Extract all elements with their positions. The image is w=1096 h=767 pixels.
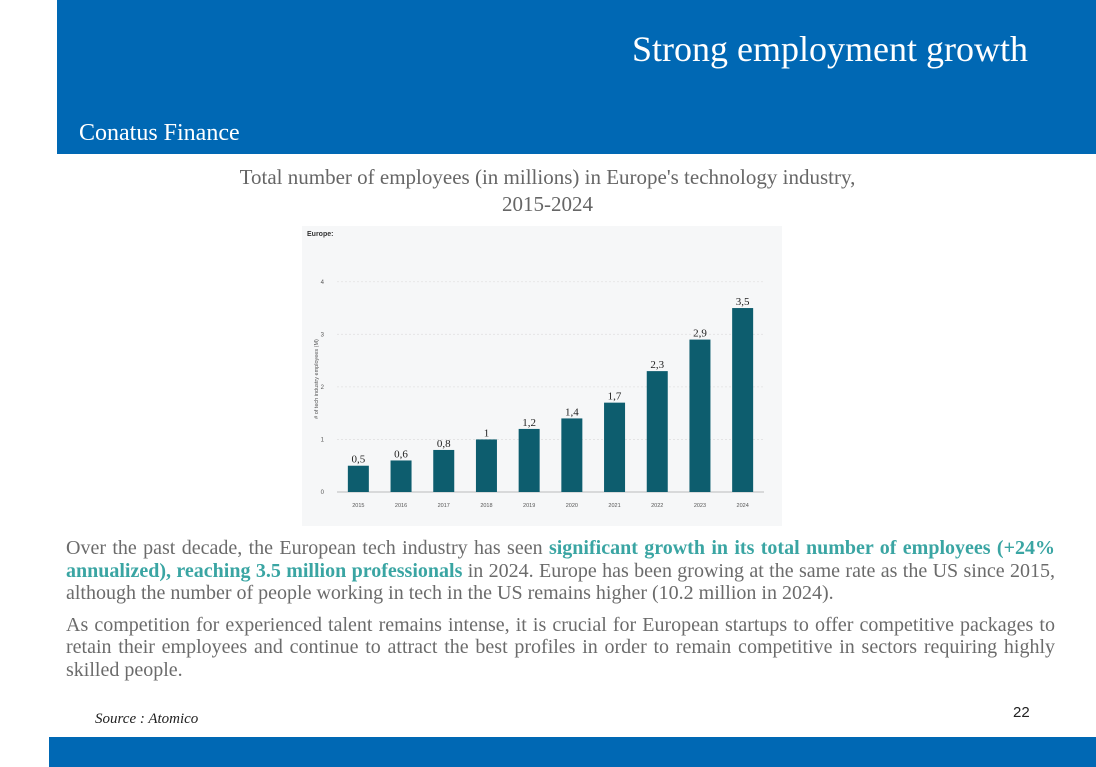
paragraph-2: As competition for experienced talent remains intense, it is crucial for European startups to offer competitive packages to retain their employees and continue to attract the best profiles in order to remain competitive in sectors requiring highly skilled people.	[66, 613, 1055, 681]
bar-2016	[391, 460, 412, 492]
data-label-2022: 2,3	[650, 359, 665, 372]
x-tick-label: 2024	[736, 503, 749, 509]
y-axis-label: # of tech industry employees (M)	[314, 339, 320, 419]
p1-start: Over the past decade, the European tech industry has seen	[66, 537, 549, 559]
x-tick-label: 2021	[608, 503, 621, 509]
data-label-2021: 1,7	[607, 390, 622, 403]
data-label-2019: 1,2	[522, 416, 537, 429]
data-label-2023: 2,9	[693, 327, 707, 340]
source-note: Source : Atomico	[95, 711, 199, 727]
x-tick-label: 2019	[523, 503, 536, 509]
y-tick-label: 0	[320, 490, 324, 496]
bar-2019	[519, 429, 540, 492]
chart-title: Europe:	[307, 231, 334, 238]
bar-2021	[604, 403, 625, 492]
bar-2024	[732, 308, 753, 492]
page-number: 22	[1013, 704, 1030, 721]
data-label-2018: 1	[483, 427, 490, 440]
x-tick-label: 2022	[651, 503, 664, 509]
brand-name: Conatus Finance	[79, 120, 240, 146]
bar-2015	[348, 466, 369, 492]
data-label-2016: 0,6	[394, 448, 408, 461]
bar-2020	[561, 418, 582, 492]
data-label-2024: 3,5	[735, 296, 750, 309]
paragraph-1	[66, 537, 1055, 605]
x-tick-label: 2015	[352, 503, 365, 509]
x-tick-label: 2017	[437, 503, 450, 509]
p1-highlight: significant growth in its total number of employees (+24% annualized), reaching 3.5 million professionals	[66, 537, 1055, 582]
bar-chart	[302, 226, 782, 526]
y-tick-label: 4	[320, 279, 324, 286]
x-tick-label: 2016	[394, 503, 408, 509]
footer-bar	[49, 737, 1096, 767]
bar-2022	[647, 371, 668, 492]
x-tick-label: 2018	[480, 503, 493, 509]
y-tick-label: 2	[320, 384, 324, 391]
data-label-2015: 0,5	[351, 453, 366, 466]
header-banner	[57, 0, 1096, 154]
bar-2023	[689, 340, 710, 492]
y-tick-label: 3	[320, 332, 324, 339]
x-tick-label: 2023	[693, 503, 707, 509]
data-label-2020: 1,4	[564, 406, 579, 419]
chart-caption: Total number of employees (in millions) in Europe's technology industry, 2015-2024	[239, 165, 856, 216]
x-tick-label: 2020	[565, 503, 578, 509]
p1-end: in 2024. Europe has been growing at the same rate as the US since 2015, although the number of people working in tech in the US remains higher (10.2 million in 2024).	[66, 559, 1055, 604]
page-title: Strong employment growth	[632, 29, 1028, 69]
y-tick-label: 1	[320, 437, 324, 444]
body-text	[66, 537, 1055, 690]
chart-svg	[302, 226, 782, 526]
bar-2018	[476, 439, 497, 492]
bar-2017	[433, 450, 454, 492]
data-label-2017: 0,8	[436, 437, 451, 450]
